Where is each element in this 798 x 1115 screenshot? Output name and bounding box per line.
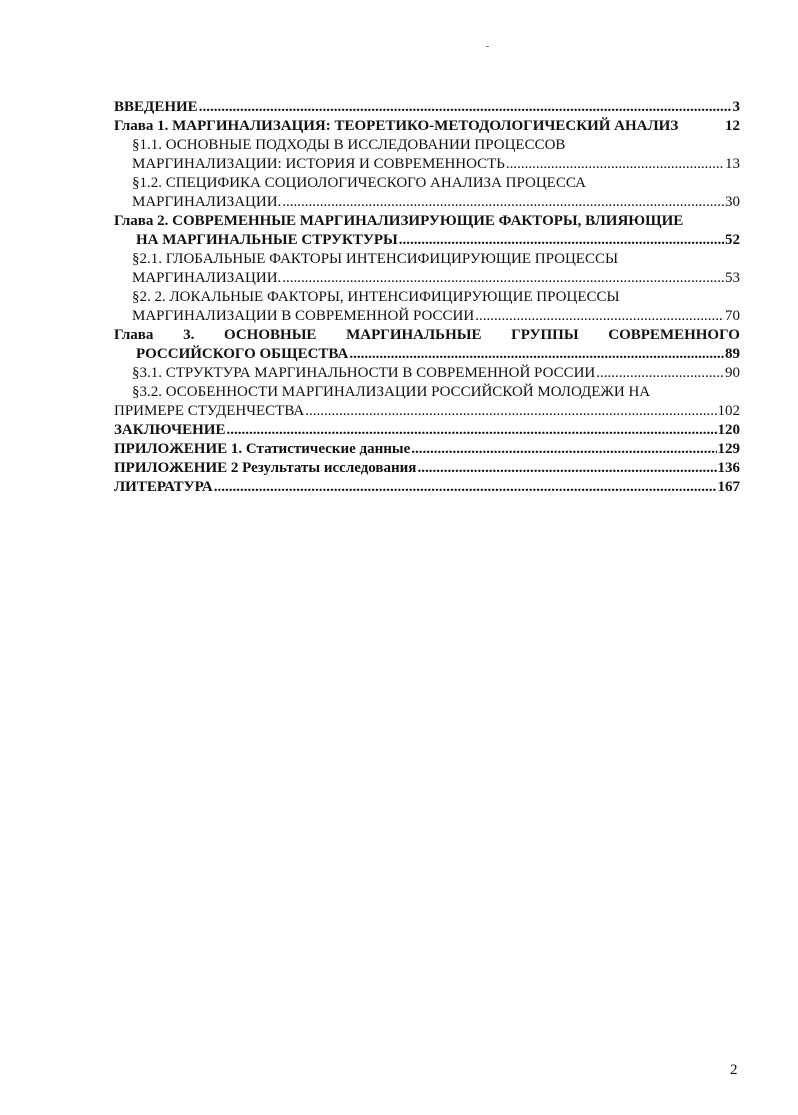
page-number: 2: [730, 1062, 738, 1078]
toc-label: МАРГИНАЛИЗАЦИИ: ИСТОРИЯ И СОВРЕМЕННОСТЬ: [132, 156, 505, 172]
dot-leader: [349, 345, 724, 364]
toc-entry-s31[interactable]: [114, 364, 740, 383]
dot-leader: [282, 193, 724, 212]
toc-page: 13: [725, 156, 740, 172]
toc-label: Глава 1. МАРГИНАЛИЗАЦИЯ: ТЕОРЕТИКО-МЕТОДОЛОГИЧЕСКИЙ АНАЛИЗ: [114, 118, 679, 134]
toc-page: 3: [732, 99, 740, 115]
toc-page: 90: [725, 365, 740, 381]
toc-word: Глава: [114, 327, 154, 343]
toc-page: 30: [725, 194, 740, 210]
dot-leader: [282, 269, 724, 288]
dot-leader: [475, 307, 724, 326]
dot-leader: [305, 402, 716, 421]
toc-label: МАРГИНАЛИЗАЦИИ.: [132, 270, 282, 286]
toc-label: ПРИЛОЖЕНИЕ 1. Статистические данные: [114, 441, 411, 457]
toc-label: Глава 2. СОВРЕМЕННЫЕ МАРГИНАЛИЗИРУЮЩИЕ ФАКТОРЫ, ВЛИЯЮЩИЕ: [114, 213, 684, 229]
dot-leader: [199, 98, 732, 117]
toc-label: §1.1. ОСНОВНЫЕ ПОДХОДЫ В ИССЛЕДОВАНИИ ПРОЦЕССОВ: [132, 137, 566, 153]
toc-label: §2. 2. ЛОКАЛЬНЫЕ ФАКТОРЫ, ИНТЕНСИФИЦИРУЮЩИЕ ПРОЦЕССЫ: [132, 289, 620, 305]
toc-label: ПРИЛОЖЕНИЕ 2 Результаты исследования: [114, 460, 417, 476]
toc-word: ОСНОВНЫЕ: [224, 327, 317, 343]
dot-leader: [399, 231, 724, 250]
toc-label: ПРИМЕРЕ СТУДЕНЧЕСТВА: [114, 403, 305, 419]
scan-artifact-mark: -: [486, 41, 490, 52]
toc-page: 52: [725, 232, 740, 248]
toc-label: МАРГИНАЛИЗАЦИИ.: [132, 194, 282, 210]
dot-leader: [411, 440, 716, 459]
toc-label: РОССИЙСКОГО ОБЩЕСТВА: [136, 346, 349, 362]
toc-page: 136: [717, 460, 740, 476]
dot-leader: [596, 364, 724, 383]
toc-entry-s11[interactable]: [114, 155, 740, 174]
toc-page: 89: [725, 346, 740, 362]
dot-leader: [417, 459, 716, 478]
toc-page: 53: [725, 270, 740, 286]
toc-page: 129: [717, 441, 740, 457]
table-of-contents: [114, 98, 740, 497]
toc-label: ЗАКЛЮЧЕНИЕ: [114, 422, 226, 438]
toc-label: §3.1. СТРУКТУРА МАРГИНАЛЬНОСТИ В СОВРЕМЕННОЙ РОССИИ: [132, 365, 596, 381]
dot-leader: [214, 478, 717, 497]
toc-entry-s21-line1[interactable]: [114, 250, 740, 269]
toc-page: 12: [725, 118, 740, 134]
toc-page: 167: [717, 479, 740, 495]
dot-leader: [506, 155, 724, 174]
toc-label: НА МАРГИНАЛЬНЫЕ СТРУКТУРЫ: [136, 232, 398, 248]
toc-entry-chapter-1[interactable]: [114, 117, 740, 136]
toc-label: ВВЕДЕНИЕ: [114, 99, 198, 115]
toc-entry-s12[interactable]: [114, 193, 740, 212]
toc-entry-s32[interactable]: [114, 402, 740, 421]
toc-entry-chapter-3[interactable]: [114, 345, 740, 364]
toc-entry-s32-line1[interactable]: [114, 383, 740, 402]
toc-entry-chapter-3-line1[interactable]: [114, 326, 740, 345]
toc-entry-s11-line1[interactable]: [114, 136, 740, 155]
toc-entry-conclusion[interactable]: [114, 421, 740, 440]
toc-entry-chapter-2-line1[interactable]: [114, 212, 740, 231]
toc-label: МАРГИНАЛИЗАЦИИ В СОВРЕМЕННОЙ РОССИИ: [132, 308, 475, 324]
toc-label: §1.2. СПЕЦИФИКА СОЦИОЛОГИЧЕСКОГО АНАЛИЗА ПРОЦЕССА: [132, 175, 586, 191]
toc-label: §3.2. ОСОБЕННОСТИ МАРГИНАЛИЗАЦИИ РОССИЙСКОЙ МОЛОДЕЖИ НА: [132, 384, 651, 400]
toc-label: ЛИТЕРАТУРА: [114, 479, 213, 495]
toc-entry-chapter-2[interactable]: [114, 231, 740, 250]
toc-entry-s21[interactable]: [114, 269, 740, 288]
dot-leader: [226, 421, 716, 440]
toc-entry-intro[interactable]: [114, 98, 740, 117]
toc-entry-literature[interactable]: [114, 478, 740, 497]
toc-entry-s22-line1[interactable]: [114, 288, 740, 307]
toc-entry-s12-line1[interactable]: [114, 174, 740, 193]
toc-word: ГРУППЫ: [511, 327, 579, 343]
toc-page: 102: [717, 403, 740, 419]
toc-word: МАРГИНАЛЬНЫЕ: [346, 327, 482, 343]
toc-word: 3.: [183, 327, 195, 343]
toc-label: §2.1. ГЛОБАЛЬНЫЕ ФАКТОРЫ ИНТЕНСИФИЦИРУЮЩИЕ ПРОЦЕССЫ: [132, 251, 619, 267]
toc-entry-appendix-1[interactable]: [114, 440, 740, 459]
toc-entry-s22[interactable]: [114, 307, 740, 326]
toc-entry-appendix-2[interactable]: [114, 459, 740, 478]
toc-word: СОВРЕМЕННОГО: [608, 327, 740, 343]
toc-page: 70: [725, 308, 740, 324]
toc-page: 120: [717, 422, 740, 438]
